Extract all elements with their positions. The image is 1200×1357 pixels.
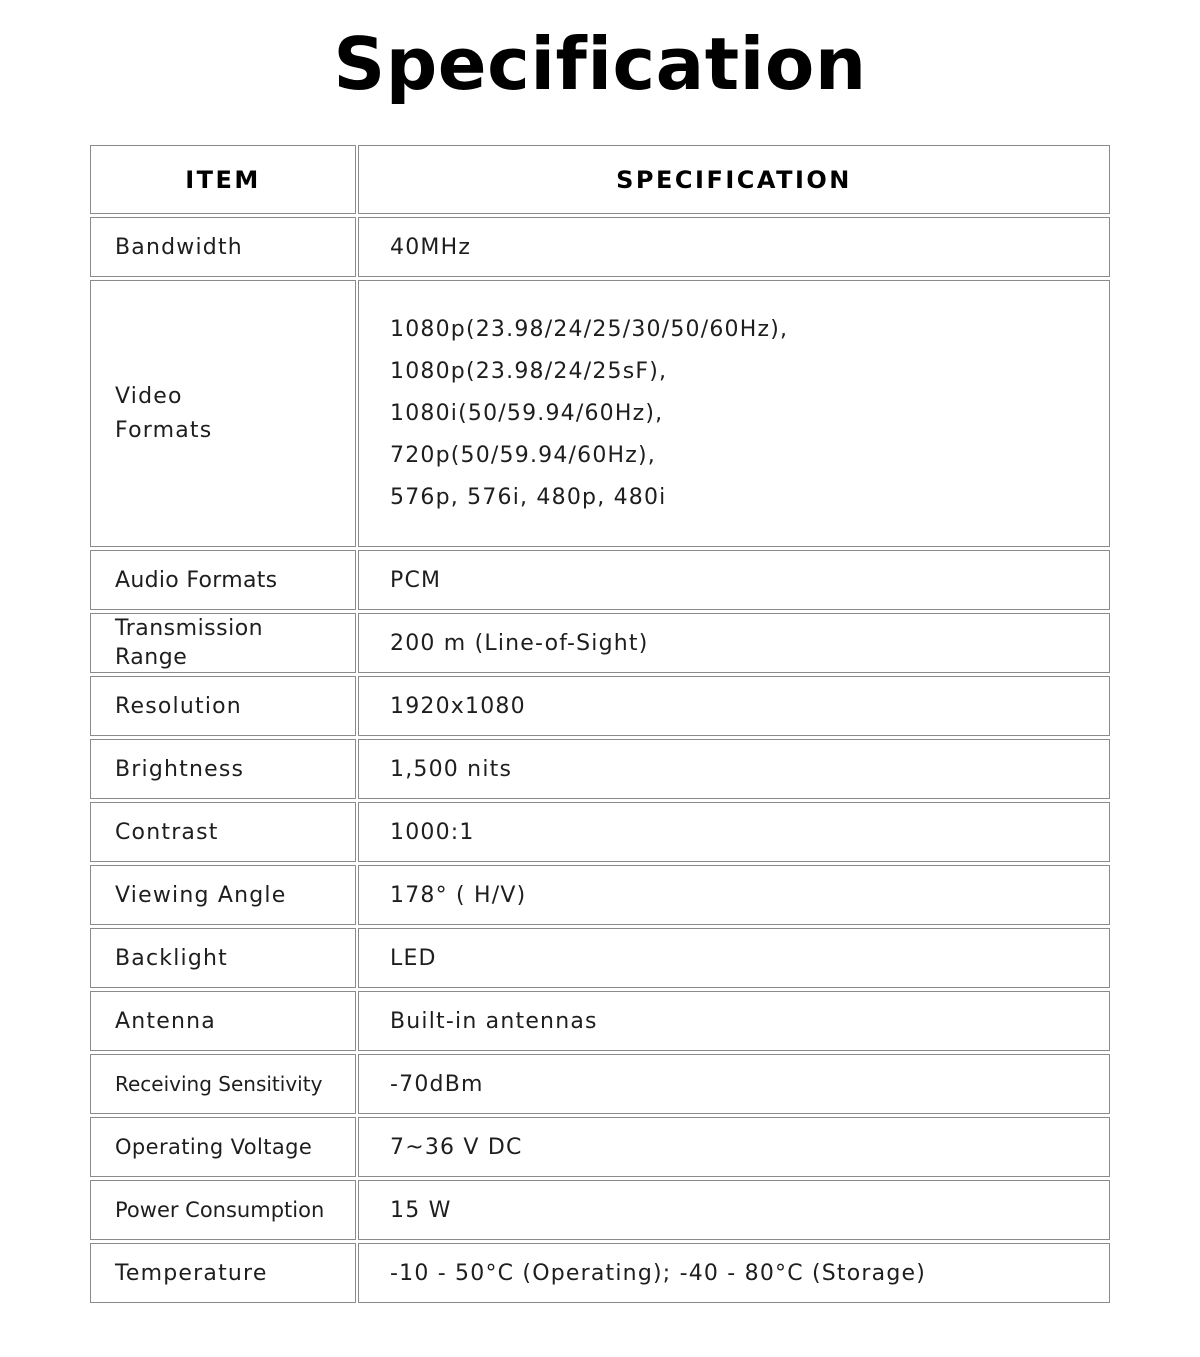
item-cell: Operating Voltage (90, 1117, 356, 1177)
item-line: Transmission (115, 616, 264, 641)
spec-cell: 1,500 nits (358, 739, 1110, 799)
table-row (90, 739, 1110, 799)
table-row (90, 550, 1110, 610)
table-header-row (90, 145, 1110, 214)
table-row (90, 280, 1110, 547)
header-item: ITEM (90, 145, 356, 214)
item-cell: Brightness (90, 739, 356, 799)
spec-cell: 40MHz (358, 217, 1110, 277)
item-cell: Receiving Sensitivity (90, 1054, 356, 1114)
table-row (90, 802, 1110, 862)
spec-cell: -10 - 50°C (Operating); -40 - 80°C (Storage) (358, 1243, 1110, 1303)
spec-cell: 1000:1 (358, 802, 1110, 862)
spec-line: 720p(50/59.94/60Hz), (390, 442, 656, 468)
item-cell: Audio Formats (90, 550, 356, 610)
spec-line: 1080i(50/59.94/60Hz), (390, 400, 664, 426)
table-row (90, 613, 1110, 673)
table-row (90, 928, 1110, 988)
item-cell: Temperature (90, 1243, 356, 1303)
item-cell: Contrast (90, 802, 356, 862)
item-cell: Backlight (90, 928, 356, 988)
spec-cell: 178° ( H/V) (358, 865, 1110, 925)
spec-line: 1080p(23.98/24/25/30/50/60Hz), (390, 316, 789, 342)
item-cell: Viewing Angle (90, 865, 356, 925)
page-title: Specification (333, 22, 867, 106)
spec-cell: PCM (358, 550, 1110, 610)
item-cell: Power Consumption (90, 1180, 356, 1240)
spec-cell: LED (358, 928, 1110, 988)
item-line: Video (115, 383, 183, 409)
item-line: Formats (115, 417, 213, 443)
header-specification: SPECIFICATION (358, 145, 1110, 214)
spec-cell: Built-in antennas (358, 991, 1110, 1051)
table-row (90, 1054, 1110, 1114)
table-row (90, 217, 1110, 277)
spec-cell: 7~36 V DC (358, 1117, 1110, 1177)
spec-cell: 15 W (358, 1180, 1110, 1240)
item-cell: Bandwidth (90, 217, 356, 277)
spec-cell: 1920x1080 (358, 676, 1110, 736)
table-row (90, 676, 1110, 736)
spec-cell (358, 280, 1110, 547)
spec-line: 1080p(23.98/24/25sF), (390, 358, 668, 384)
spec-cell: -70dBm (358, 1054, 1110, 1114)
table-row (90, 991, 1110, 1051)
item-cell: Antenna (90, 991, 356, 1051)
table-row (90, 1243, 1110, 1303)
item-cell: Resolution (90, 676, 356, 736)
spec-line: 576p, 576i, 480p, 480i (390, 484, 667, 510)
item-cell (90, 280, 356, 547)
item-line: Range (115, 645, 188, 670)
table-row (90, 1180, 1110, 1240)
item-cell (90, 613, 356, 673)
spec-cell: 200 m (Line-of-Sight) (358, 613, 1110, 673)
table-row (90, 865, 1110, 925)
table-row (90, 1117, 1110, 1177)
